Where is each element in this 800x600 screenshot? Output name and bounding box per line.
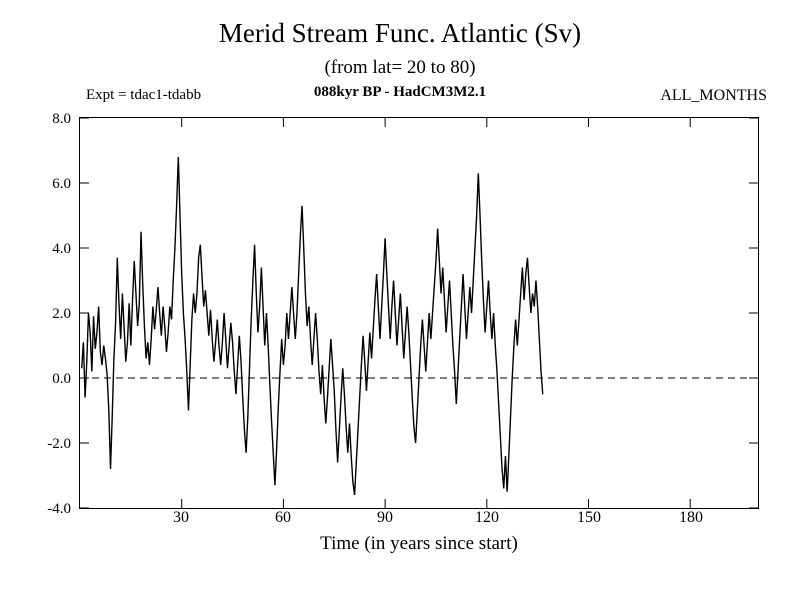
y-tick-label: 0.0 [52, 371, 71, 387]
x-tick-label: 120 [475, 509, 499, 526]
y-tick-label: 4.0 [52, 241, 71, 257]
months-label: ALL_MONTHS [660, 87, 767, 104]
y-tick-label: 6.0 [52, 176, 71, 192]
x-axis-title: Time (in years since start) [320, 533, 518, 554]
x-tick-label: 90 [377, 509, 393, 526]
chart-subtitle: (from lat= 20 to 80) [324, 57, 476, 78]
y-tick-label: -2.0 [47, 436, 71, 452]
timeseries-svg [80, 118, 758, 508]
y-tick-label: -4.0 [47, 501, 71, 517]
x-tick-label: 180 [679, 509, 703, 526]
axis-ticks [80, 118, 758, 508]
x-tick-label: 60 [275, 509, 291, 526]
x-tick-label: 30 [173, 509, 189, 526]
chart-title: Merid Stream Func. Atlantic (Sv) [218, 18, 582, 48]
y-tick-label: 2.0 [52, 306, 71, 322]
x-tick-label: 150 [577, 509, 601, 526]
run-label: 088kyr BP - HadCM3M2.1 [313, 84, 487, 100]
data-line [82, 157, 543, 495]
plot-area [79, 117, 759, 509]
y-tick-label: 8.0 [52, 111, 71, 127]
experiment-label: Expt = tdac1-tdabb [86, 87, 202, 103]
